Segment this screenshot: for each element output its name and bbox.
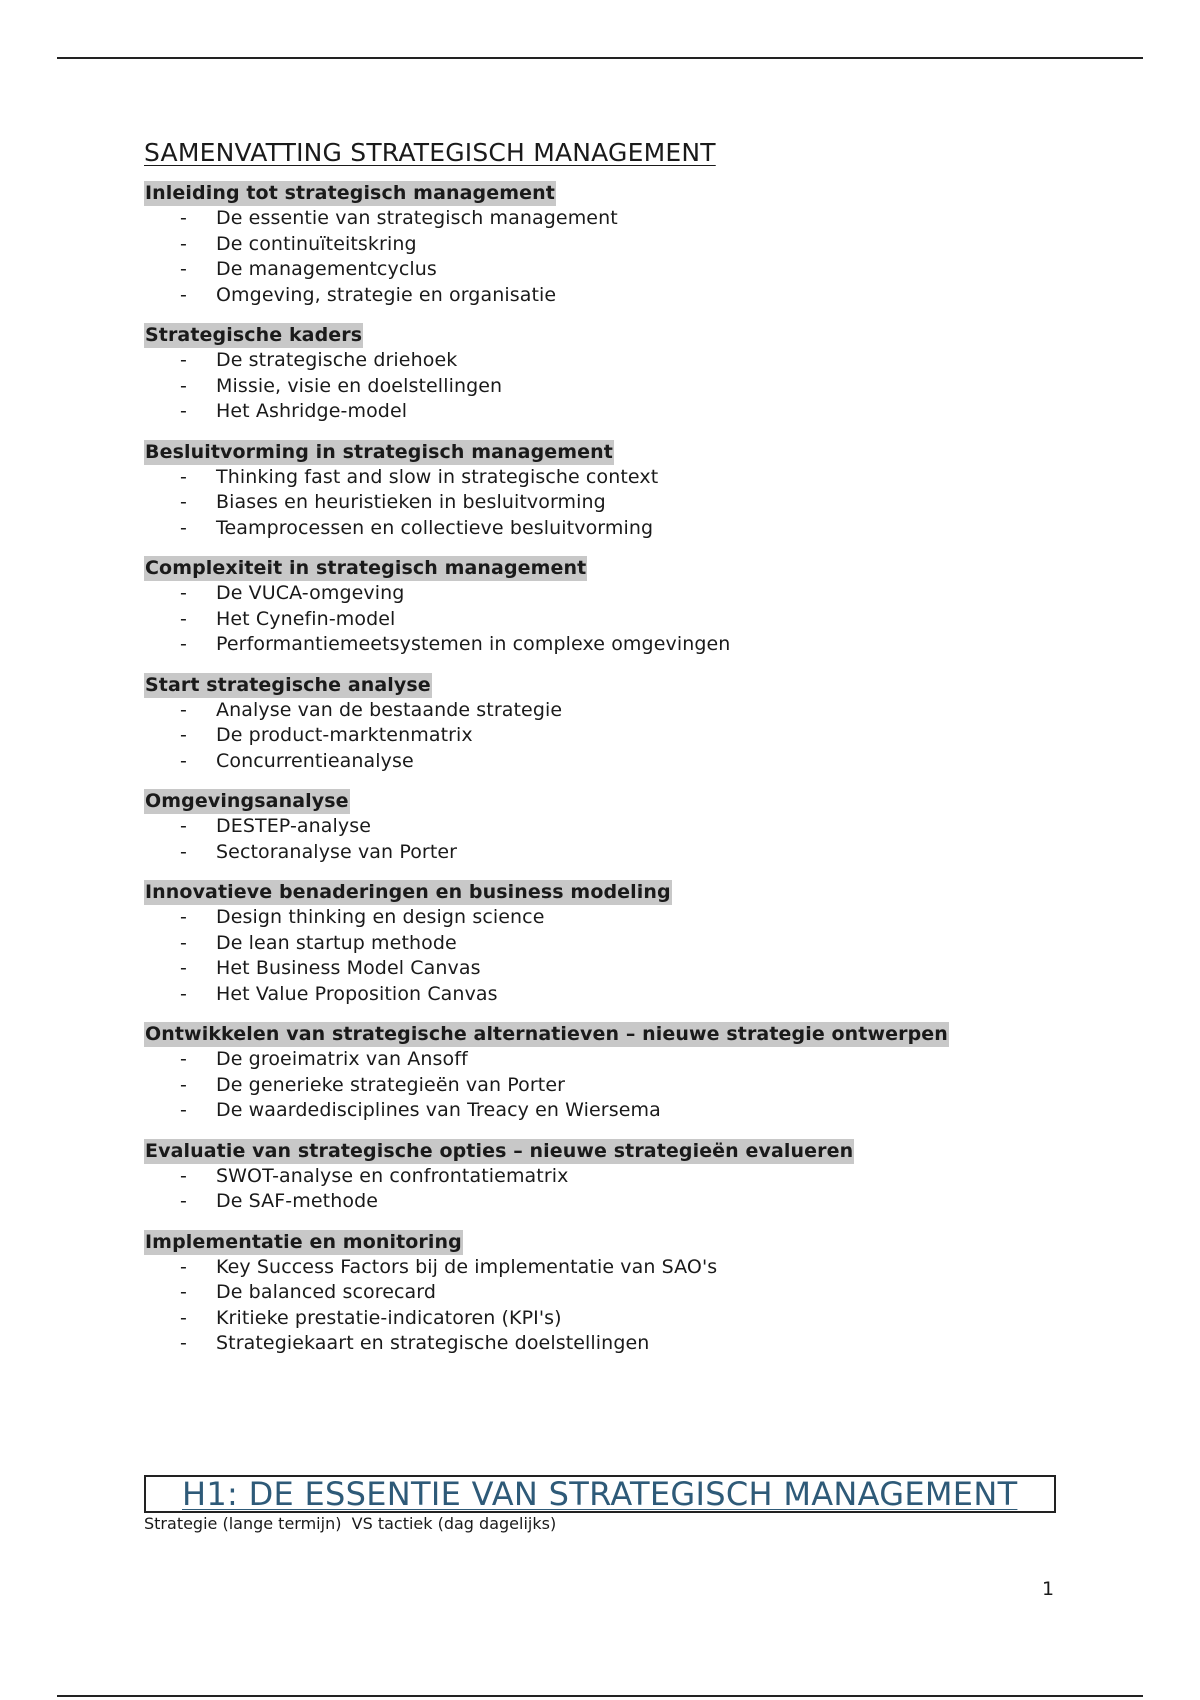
- list-item: [144, 1306, 1064, 1332]
- list-item: [144, 1189, 1064, 1215]
- list-item-text: Strategiekaart en strategische doelstellingen: [216, 1332, 650, 1354]
- section-list: [144, 181, 1064, 1357]
- section: [144, 1022, 1064, 1124]
- section-heading: Besluitvorming in strategisch management: [145, 440, 613, 463]
- list-item: [144, 232, 1064, 258]
- bullet-dash: -: [180, 516, 187, 539]
- list-item: [144, 931, 1064, 957]
- bullet-dash: -: [180, 931, 187, 954]
- list-item-text: De essentie van strategisch management: [216, 207, 618, 229]
- list-item-text: DESTEP-analyse: [216, 815, 372, 837]
- list-item-text: De lean startup methode: [216, 931, 457, 954]
- list-item-text: De waardedisciplines van Treacy en Wiersema: [216, 1099, 661, 1121]
- list-item: [144, 982, 1064, 1008]
- list-item-text: Design thinking en design science: [216, 906, 545, 928]
- list-item: [144, 1280, 1064, 1306]
- bullet-list: [144, 698, 1064, 775]
- bullet-dash: -: [180, 232, 187, 255]
- list-item-text: De SAF-methode: [216, 1190, 379, 1212]
- bullet-dash: -: [180, 1099, 187, 1121]
- list-item: [144, 749, 1064, 775]
- list-item: [144, 723, 1064, 749]
- list-item: [144, 956, 1064, 982]
- list-item: [144, 1255, 1064, 1281]
- list-item: [144, 1098, 1064, 1124]
- list-item-text: De groeimatrix van Ansoff: [216, 1048, 468, 1070]
- list-item-text: Thinking fast and slow in strategische context: [216, 465, 659, 488]
- list-item: [144, 814, 1064, 840]
- bullet-list: [144, 465, 1064, 542]
- list-item-text: Key Success Factors bij de implementatie van SAO's: [216, 1255, 718, 1278]
- page-number: 1: [1042, 1578, 1055, 1600]
- section-heading: Start strategische analyse: [145, 673, 431, 696]
- bullet-dash: -: [180, 207, 187, 229]
- list-item: [144, 348, 1064, 374]
- bullet-dash: -: [180, 400, 187, 422]
- list-item: [144, 465, 1064, 491]
- section: [144, 181, 1064, 308]
- bullet-dash: -: [180, 698, 187, 721]
- bullet-dash: -: [180, 1255, 187, 1278]
- list-item-text: Concurrentieanalyse: [216, 749, 414, 772]
- footer-rule: [57, 1695, 1143, 1697]
- bullet-dash: -: [180, 633, 187, 655]
- bullet-list: [144, 1047, 1064, 1124]
- intro-line: Strategie (lange termijn) VS tactiek (dag dagelijks): [144, 1514, 557, 1533]
- bullet-list: [144, 581, 1064, 658]
- page-content: [144, 138, 1064, 1372]
- bullet-dash: -: [180, 465, 187, 488]
- list-item-text: Teamprocessen en collectieve besluitvorming: [216, 516, 654, 539]
- bullet-dash: -: [180, 258, 187, 280]
- list-item: [144, 206, 1064, 232]
- list-item-text: De generieke strategieën van Porter: [216, 1073, 566, 1096]
- list-item-text: De continuïteitskring: [216, 232, 417, 255]
- bullet-dash: -: [180, 1281, 187, 1303]
- section-heading: Inleiding tot strategisch management: [145, 182, 555, 204]
- bullet-dash: -: [180, 749, 187, 772]
- list-item: [144, 607, 1064, 633]
- section-heading: Evaluatie van strategische opties – nieuwe strategieën evalueren: [145, 1139, 854, 1162]
- chapter-heading-box: [144, 1475, 1056, 1513]
- list-item-text: De balanced scorecard: [216, 1281, 437, 1303]
- bullet-dash: -: [180, 840, 187, 863]
- bullet-list: [144, 348, 1064, 425]
- section: [144, 440, 1064, 542]
- bullet-dash: -: [180, 491, 187, 513]
- bullet-dash: -: [180, 1190, 187, 1212]
- list-item-text: De VUCA-omgeving: [216, 582, 405, 604]
- list-item: [144, 698, 1064, 724]
- section: [144, 323, 1064, 425]
- list-item-text: Missie, visie en doelstellingen: [216, 374, 503, 397]
- list-item-text: Performantiemeetsystemen in complexe omgevingen: [216, 633, 731, 655]
- bullet-list: [144, 905, 1064, 1007]
- bullet-dash: -: [180, 906, 187, 928]
- bullet-dash: -: [180, 724, 187, 746]
- list-item: [144, 1164, 1064, 1190]
- bullet-dash: -: [180, 1164, 187, 1187]
- list-item-text: Analyse van de bestaande strategie: [216, 698, 563, 721]
- bullet-dash: -: [180, 582, 187, 604]
- bullet-dash: -: [180, 982, 187, 1005]
- bullet-list: [144, 814, 1064, 865]
- list-item-text: Het Ashridge-model: [216, 400, 408, 422]
- bullet-dash: -: [180, 957, 187, 979]
- list-item: [144, 283, 1064, 309]
- bullet-dash: -: [180, 607, 187, 630]
- list-item: [144, 632, 1064, 658]
- section: [144, 1230, 1064, 1357]
- list-item-text: Kritieke prestatie-indicatoren (KPI's): [216, 1306, 562, 1329]
- list-item-text: Het Cynefin-model: [216, 607, 396, 630]
- list-item-text: Het Business Model Canvas: [216, 957, 481, 979]
- section-heading: Strategische kaders: [145, 324, 363, 346]
- bullet-dash: -: [180, 283, 187, 306]
- section: [144, 1139, 1064, 1215]
- list-item: [144, 905, 1064, 931]
- list-item: [144, 1331, 1064, 1357]
- bullet-list: [144, 1255, 1064, 1357]
- bullet-list: [144, 206, 1064, 308]
- list-item-text: Sectoranalyse van Porter: [216, 840, 458, 863]
- list-item: [144, 840, 1064, 866]
- list-item: [144, 490, 1064, 516]
- list-item: [144, 581, 1064, 607]
- section-heading: Implementatie en monitoring: [145, 1230, 462, 1253]
- bullet-dash: -: [180, 374, 187, 397]
- bullet-dash: -: [180, 1048, 187, 1070]
- list-item: [144, 374, 1064, 400]
- document-title: SAMENVATTING STRATEGISCH MANAGEMENT: [144, 138, 716, 167]
- list-item-text: Het Value Proposition Canvas: [216, 982, 498, 1005]
- list-item: [144, 257, 1064, 283]
- bullet-dash: -: [180, 1073, 187, 1096]
- list-item-text: De managementcyclus: [216, 258, 437, 280]
- section-heading: Ontwikkelen van strategische alternatieven – nieuwe strategie ontwerpen: [145, 1023, 948, 1045]
- list-item: [144, 516, 1064, 542]
- bullet-dash: -: [180, 1332, 187, 1354]
- bullet-list: [144, 1164, 1064, 1215]
- section-heading: Omgevingsanalyse: [145, 790, 349, 812]
- list-item-text: De product-marktenmatrix: [216, 724, 473, 746]
- header-rule: [57, 57, 1143, 59]
- section: [144, 789, 1064, 865]
- section-heading: Innovatieve benaderingen en business modeling: [145, 881, 671, 903]
- chapter-heading: H1: DE ESSENTIE VAN STRATEGISCH MANAGEMENT: [182, 1475, 1018, 1513]
- bullet-dash: -: [180, 1306, 187, 1329]
- section: [144, 556, 1064, 658]
- list-item-text: Biases en heuristieken in besluitvorming: [216, 491, 606, 513]
- section: [144, 880, 1064, 1007]
- section: [144, 673, 1064, 775]
- list-item-text: SWOT-analyse en confrontatiematrix: [216, 1164, 569, 1187]
- section-heading: Complexiteit in strategisch management: [145, 557, 587, 579]
- list-item: [144, 1073, 1064, 1099]
- list-item: [144, 399, 1064, 425]
- list-item-text: De strategische driehoek: [216, 349, 458, 371]
- bullet-dash: -: [180, 349, 187, 371]
- list-item: [144, 1047, 1064, 1073]
- list-item-text: Omgeving, strategie en organisatie: [216, 283, 557, 306]
- bullet-dash: -: [180, 815, 187, 837]
